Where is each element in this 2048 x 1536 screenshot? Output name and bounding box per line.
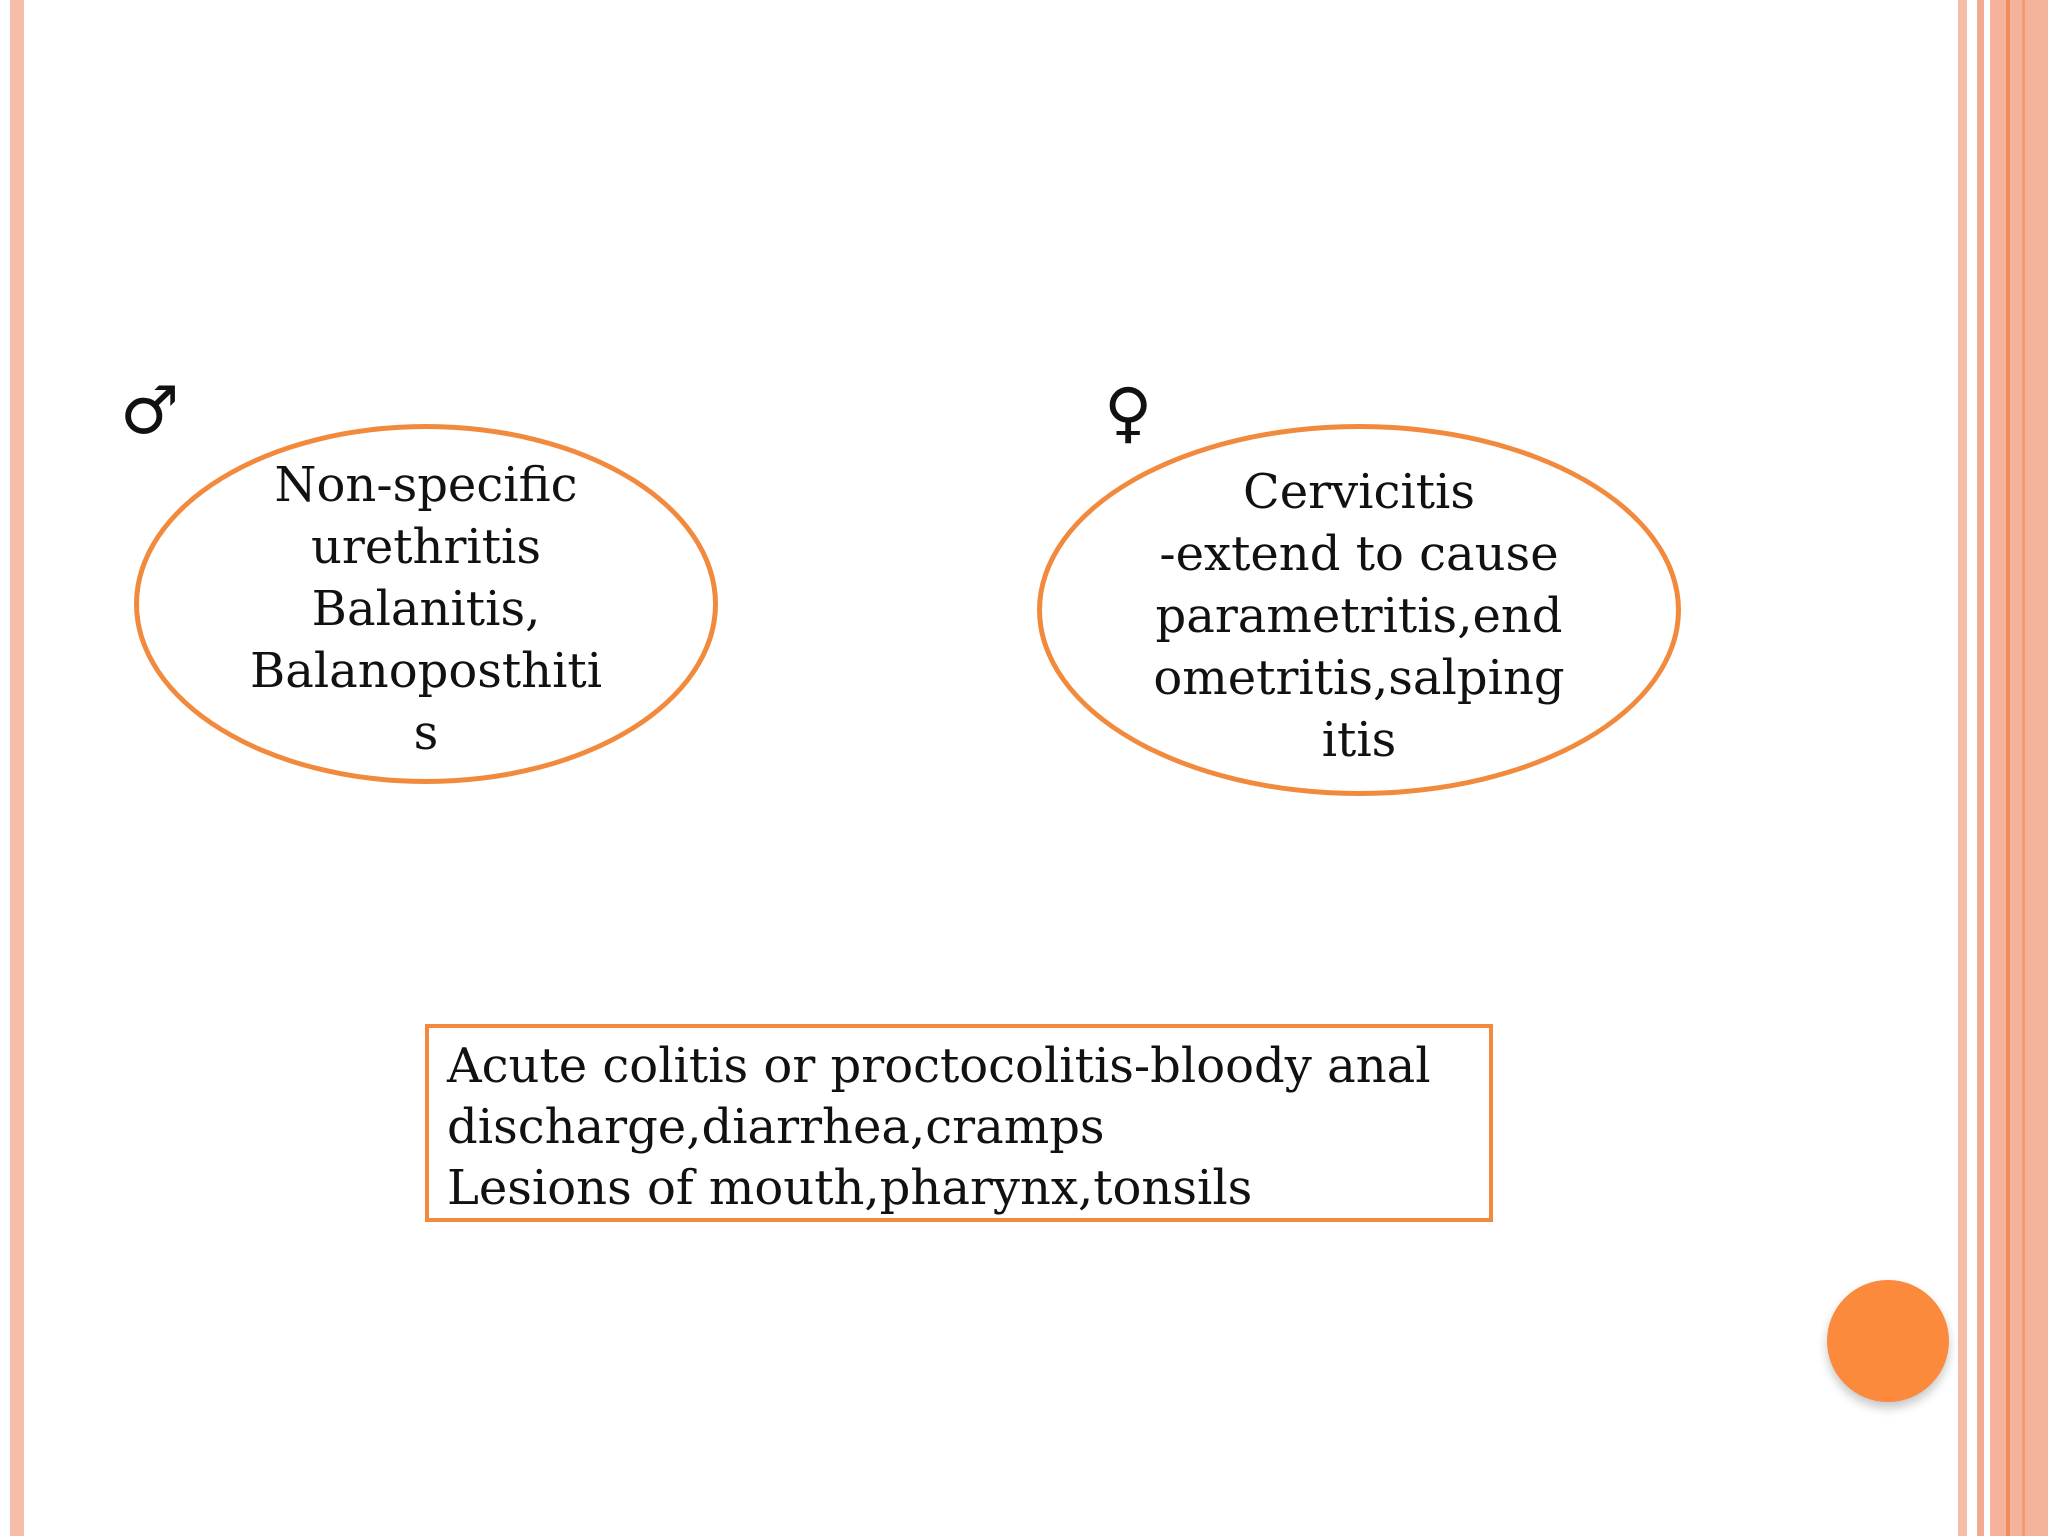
male-line: Balanoposthiti [249,643,603,699]
male-line: urethritis [310,519,542,575]
female-line: parametritis,end [1155,588,1563,644]
male-line: s [413,705,439,761]
female-symbol-icon: ♀ [1104,374,1153,451]
male-ellipse-text [134,454,718,764]
right-stripe [1977,0,1984,1536]
right-stripe [1967,0,1977,1536]
info-line: Lesions of mouth,pharynx,tonsils [447,1160,1253,1216]
left-border-decoration [10,0,24,1536]
right-border-decoration [1958,0,2048,1536]
female-ellipse-text [1037,461,1681,771]
female-line: itis [1321,712,1397,768]
right-stripe [1990,0,2048,1536]
male-line: Balanitis, [311,581,541,637]
female-line: Cervicitis [1242,464,1476,520]
female-line: ometritis,salping [1153,650,1565,706]
info-line: discharge,diarrhea,cramps [447,1099,1105,1155]
right-stripe [1958,0,1967,1536]
right-stripe [2006,0,2010,1536]
female-line: -extend to cause [1159,526,1559,582]
male-symbol-icon: ♂ [120,372,180,449]
orange-circle-button[interactable] [1827,1280,1949,1402]
male-line: Non-specific [274,457,578,513]
info-line: Acute colitis or proctocolitis-bloody anal [447,1038,1431,1094]
right-stripe [2022,0,2025,1536]
info-box [425,1024,1493,1222]
